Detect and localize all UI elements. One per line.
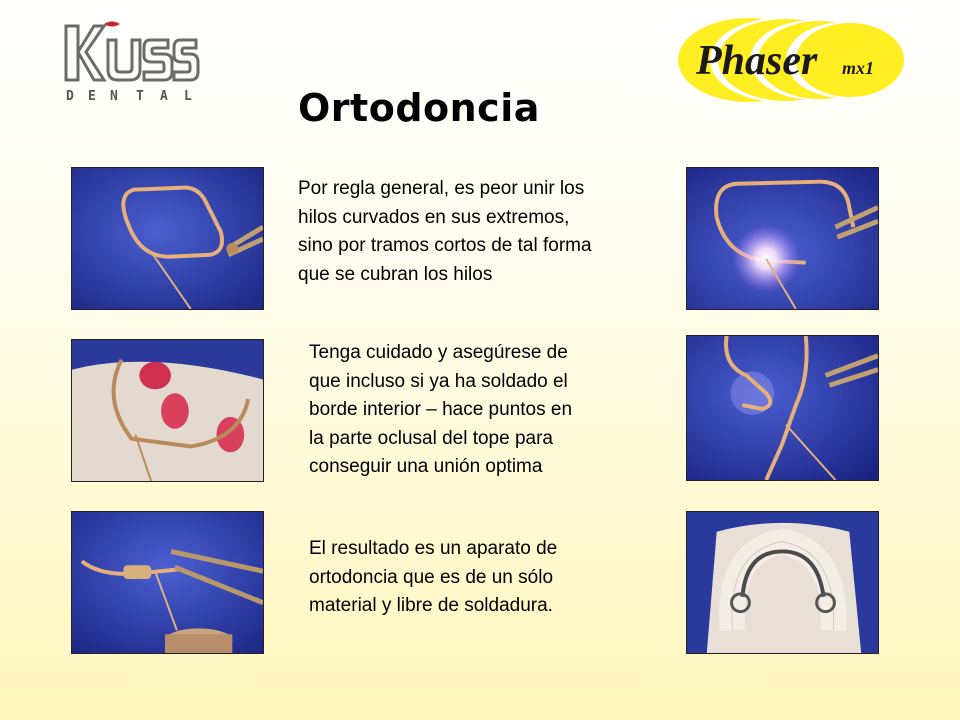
paragraph-2: [309, 339, 659, 482]
phaser-name: Phaser: [696, 38, 818, 84]
svg-text:N: N: [110, 89, 118, 104]
paragraph-line: la parte oclusal del tope para: [309, 427, 553, 449]
photo-pliers-wire: [71, 511, 264, 654]
svg-text:T: T: [136, 89, 144, 104]
photo-dental-model: [71, 339, 264, 482]
paragraph-3: [309, 535, 649, 621]
paragraph-line: hilos curvados en sus extremos,: [298, 206, 570, 228]
paragraph-line: material y libre de soldadura.: [309, 595, 553, 616]
paragraph-line: Tenga cuidado y asegúrese de: [309, 342, 568, 363]
paragraph-1: [298, 175, 678, 289]
paragraph-line: que incluso si ya ha soldado el: [309, 370, 568, 392]
svg-text:E: E: [88, 89, 96, 104]
svg-text:A: A: [160, 89, 168, 104]
photo-finished-appliance: [686, 511, 879, 654]
phaser-logo: [674, 14, 906, 106]
paragraph-line: borde interior – hace puntos en: [309, 399, 573, 420]
phaser-model: mx1: [842, 58, 875, 78]
paragraph-line: El resultado es un aparato de: [309, 538, 558, 559]
page-title: Ortodoncia: [298, 86, 540, 130]
photo-wire-loop: [71, 167, 264, 310]
paragraph-line: que se cubran los hilos: [298, 263, 493, 285]
paragraph-line: ortodoncia que es de un sólo: [309, 566, 554, 588]
paragraph-line: sino por tramos cortos de tal forma: [298, 235, 592, 256]
paragraph-line: Por regla general, es peor unir los: [298, 178, 585, 199]
kuss-dental-logo: [60, 20, 200, 104]
svg-text:L: L: [184, 89, 192, 104]
photo-wire-detail: [686, 335, 879, 481]
photo-weld-flash: [686, 167, 879, 310]
logo-sub-letters: D: [66, 89, 74, 104]
paragraph-line: conseguir una unión optima: [309, 456, 543, 477]
